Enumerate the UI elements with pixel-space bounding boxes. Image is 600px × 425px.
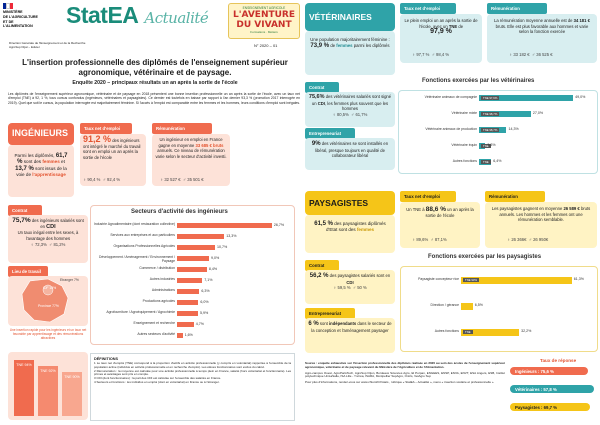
pay-taux-value: 88,6 %: [425, 206, 446, 213]
bar-label: Vétérinaire équin: [451, 143, 477, 147]
male-icon: ♂: [351, 111, 355, 117]
vet-femmes: femmes: [336, 42, 353, 48]
ingenieurs-taux-emploi: [80, 123, 146, 187]
remu-text-1: Un ingénieur en emploi en France: [159, 137, 223, 142]
male-icon: ♂: [49, 242, 53, 247]
pay-contrat-gender: [308, 285, 392, 290]
contrat-text: [11, 218, 85, 241]
pay-taux-text: [403, 207, 477, 218]
bar-label: Enseignement et recherche: [133, 321, 175, 325]
bar-label: Autres fonctions: [452, 159, 477, 163]
bar-value: 4,7%: [195, 322, 204, 326]
bar-label: Organisations Professionnelles Agricoles: [113, 244, 175, 248]
paysagistes-heading: PAYSAGISTES: [305, 191, 395, 215]
bar-tne-label: TNE 93%: [465, 277, 477, 282]
bar-value: 6,5%: [474, 303, 483, 307]
male-icon: ♂: [528, 237, 532, 242]
remu-text: [155, 137, 227, 159]
pay-remu-value: 26 589 €: [563, 206, 580, 211]
male-icon: ♂: [352, 285, 357, 290]
taux-women: 90,4 %: [87, 177, 101, 182]
bar-value: 7,1%: [204, 278, 213, 282]
lieu-province: Province 77%: [38, 304, 59, 308]
vet-remu-men: 36 525 €: [536, 52, 553, 57]
aventure-top: ENSEIGNEMENT AGRICOLE: [242, 6, 286, 10]
vet-remu-women: 33 182 €: [513, 52, 530, 57]
bar-value: 6,4%: [493, 159, 502, 163]
veterinaires-heading: VÉTÉRINAIRES: [305, 3, 395, 31]
bar-label: Administrations: [151, 288, 175, 292]
remu-gender-comparison: [160, 177, 204, 182]
male-icon: ♂: [531, 52, 536, 57]
female-icon: ♀: [509, 52, 513, 57]
fonctions-veterinaires-chart: [398, 78, 598, 176]
ing-apprentissage: l'apprentissage: [32, 172, 66, 178]
bar-value: 26,7%: [273, 223, 285, 227]
vet-contrat-text: [308, 94, 392, 112]
ing-stat-text-1: Parmi les diplômés,: [14, 153, 55, 158]
tne-bar-2: TNE 92%: [38, 366, 58, 416]
ing-femmes: femmes: [42, 159, 60, 165]
secteurs-ingenieurs-chart: [90, 205, 295, 345]
bar-label: Paysagiste concepteur·rice: [418, 277, 459, 281]
pay-contrat-women: 59,5 %: [337, 285, 351, 290]
ing-stat-text-2: sont: [23, 159, 33, 165]
bar-tne-label: TNE 98,7%: [483, 127, 498, 132]
pay-cdi: CDI: [346, 279, 354, 285]
bar-tne-label: TNE 98,7%: [483, 111, 498, 116]
bar-value: 6,3%: [201, 289, 210, 293]
definition-3: 3 CDI (dont fonctionnaires) : la part des CDI est calculée sur l'ensemble des salariés en France.: [94, 376, 222, 381]
definitions-title: DÉFINITIONS: [94, 357, 119, 361]
taux-reponse-ingenieurs: Ingénieurs : 75,6 %: [510, 367, 588, 375]
vet-taux-gender: [412, 52, 449, 57]
source-text-3: Pour plus d'informations, rendez-vous sur www.chlorofil.fr/stats , rubrique « StatEA – Actualité », menu « insertion scolaire et professionnelle »: [305, 380, 494, 385]
vet-contrat-value: 75,6%: [308, 94, 325, 100]
lieu-label: Lieu de travail: [8, 266, 48, 277]
remu-text-3: annuels. Ce niveau de rémunération varie selon le secteur d'activité investi.: [155, 148, 227, 159]
direction-text: [9, 42, 189, 50]
pay-femmes: femmes: [356, 227, 374, 232]
pay-taux-gender: [412, 237, 447, 242]
vet-contrat-men: 61,7%: [355, 111, 368, 117]
female-icon: ♀: [83, 177, 87, 182]
vet-entrep-text: [308, 141, 392, 159]
issue-number: N° 2020 – 01: [254, 43, 278, 48]
bar: [177, 333, 183, 338]
bar-tne-label: TNE 97,6%: [483, 95, 498, 100]
vet-remu-gender: [509, 52, 553, 57]
pay-fonctions-title: Fonctions exercées par les paysagistes: [428, 254, 542, 260]
female-icon: ♀: [412, 52, 416, 57]
remu-women: 32 527 €: [164, 177, 181, 182]
vet-remu-label: Rémunération: [487, 3, 547, 14]
bar-value: 6,0%: [200, 300, 209, 304]
bar-label: Vétérinaire animaux de production: [425, 127, 477, 131]
vet-contrat-gender: [308, 112, 392, 117]
bar-tne-label: TNE: [483, 159, 489, 164]
definition-1: 1 Le taux net d'emploi (TNE) correspond à la proportion d'actifs en activité professionnelle (y compris en volontariat) rapportée à l'ensemble de la population active (individus en activité professionnelle et en recherche d'emploi). Les élèves fonctionnaires sont exclus du calcul.: [94, 361, 291, 369]
aventure-main-2: DU VIVANT: [236, 20, 292, 30]
taux-reponse-paysagistes: Paysagistes : 69,7 %: [510, 403, 590, 411]
bar-value: 32,2%: [521, 329, 532, 333]
ing-pct-female: 61,7 %: [17, 153, 68, 166]
statea-logo: [66, 2, 208, 29]
bar-label: Services aux entreprises et aux particuliers: [110, 233, 175, 237]
remu-label: Rémunération: [152, 123, 212, 134]
bar-label: Développement / Aménagement / Environnement / Paysage: [99, 255, 175, 263]
lieu-etranger: Etranger 7%: [60, 278, 79, 282]
paysagistes-population: [305, 215, 395, 253]
ministry-line-2: DE L'AGRICULTURE: [3, 15, 38, 19]
pay-entrep-text-1: sont: [319, 321, 328, 326]
pay-stat-text: des paysagistes diplômés d'Etat sont des: [326, 221, 386, 232]
pay-remu-men: 26 950€: [533, 237, 549, 242]
vet-contrat-women: 80,5%: [336, 111, 349, 117]
bar-tne-label: TNE: [483, 143, 489, 148]
bar: [461, 303, 473, 310]
vet-cdi: CDI: [317, 100, 325, 106]
bar: [177, 300, 198, 305]
fonctions-paysagistes-chart: [400, 254, 598, 354]
aventure-bottom: Formations · Métiers: [250, 30, 278, 34]
bar-value: 14,3%: [508, 127, 519, 131]
male-icon: ♂: [102, 177, 106, 182]
taux-value: 91,2 %: [83, 134, 112, 144]
contrat-cdi: CDI: [46, 223, 56, 230]
pay-stat-pct: 61,5 %: [314, 221, 333, 227]
secteurs-bars: [91, 220, 296, 344]
vet-remu-text-2: bruts. Elle est plus favorable aux hommes et varie selon la fonction exercée: [495, 23, 589, 34]
ing-et: et: [61, 159, 65, 165]
secteurs-title: Secteurs d'activité des ingénieurs: [131, 209, 228, 215]
female-icon: ♀: [412, 237, 416, 242]
contrat-text-2: sont en: [40, 218, 84, 229]
veterinaires-entrepreneuriat: [305, 128, 395, 171]
pay-contrat-text-1: des paysagistes salariés sont en: [329, 273, 391, 278]
paysagistes-entrepreneuriat: [305, 308, 395, 353]
contrat-text-1: des ingénieurs salariés: [31, 218, 75, 223]
ingenieurs-population: [8, 145, 74, 197]
pay-contrat-label: Contrat: [305, 260, 339, 271]
bar: [177, 322, 194, 327]
taux-description: des ingénieurs ont intégré le marché du travail sont en emploi un an après la sortie de l'école: [83, 138, 141, 160]
definition-2: 2 Rémunération : la moyenne est calculée pour une activité professionnelle à temps plein en France, salarié (hors volontariat et fonctionnaire). Les primes et avantages sont pris en compte.: [94, 368, 291, 377]
bar-value: 10,7%: [217, 245, 228, 249]
taux-label: Taux net d'emploi: [80, 123, 132, 134]
bar: [177, 223, 272, 228]
ministry-line-1: MINISTÈRE: [3, 10, 23, 14]
tne-bar-3: TNE 90%: [62, 372, 82, 416]
male-icon: ♂: [430, 237, 434, 242]
female-icon: ♀: [160, 177, 164, 182]
male-icon: ♂: [182, 177, 187, 182]
paysagistes-contrat: [305, 260, 395, 304]
contrat-text-3: Un taux inégal entre les sexes, à l'avantage des hommes: [17, 230, 79, 241]
ing-pct-app: 13,7 %: [15, 165, 34, 172]
vet-taux-label: Taux net d'emploi: [400, 3, 456, 14]
male-icon: ♂: [431, 52, 435, 57]
bar-value: 27,0%: [532, 111, 544, 115]
taux-men: 92,4 %: [107, 177, 121, 182]
pay-taux-text-1: Un TNE à: [406, 207, 425, 212]
pay-entrep-label: Entrepreneuriat: [305, 308, 355, 319]
vet-contrat-text-2: , les femmes plus souvent que les hommes: [324, 100, 389, 111]
pay-remu-text-2: bruts annuels. Les hommes et les femmes ont une rémunération semblable.: [499, 206, 591, 222]
pay-taux-text-2: un an après la sortie de l'école: [425, 207, 474, 218]
vet-contrat-label: Contrat: [305, 82, 339, 93]
bar: [177, 278, 202, 283]
ing-stat-text-4: de la voie de: [16, 165, 67, 178]
bar-label: Industrie Agroalimentaire (dont restauration collective): [93, 222, 175, 226]
bar: [177, 234, 224, 239]
ministry-line-3: ET DE L'ALIMENTATION: [3, 20, 33, 28]
pay-remu-gender: [507, 237, 548, 242]
veterinaires-population: [305, 31, 395, 75]
bar-label: Vétérinaire mixte: [451, 111, 477, 115]
ministry-logo: [3, 3, 43, 29]
vet-pop-de: de: [330, 42, 336, 48]
page-subtitle: Enquête 2020 – principaux résultats un an après la sortie de l'école: [72, 80, 238, 86]
france-map-icon: [8, 276, 88, 326]
female-icon: ♀: [30, 242, 34, 247]
taux-text: [83, 134, 143, 160]
remu-men: 35 501 €: [187, 177, 204, 182]
bar-value: 9,0%: [211, 256, 220, 260]
bar-label: Productions agricoles: [142, 299, 175, 303]
bar: [177, 256, 209, 261]
pay-remu-women: 26 366€: [511, 237, 527, 242]
lieu-idf: IDF 16%: [43, 286, 57, 290]
bar-tne-label: TNE: [465, 329, 471, 334]
veterinaires-remuneration: [487, 3, 597, 63]
ingenieurs-remuneration: [152, 123, 230, 187]
bar-value: 13,3%: [226, 234, 237, 238]
vet-taux-text: [403, 18, 479, 35]
source-text-2: Agro-campus Ouest, AgroParisTech, AgroSup Dijon, Bordeaux Sciences Agro, El Purpan, ENGEES, ENSP, ENVA, ENVT, ESA Angers, ESB, Institut polytechnique UniLaSalle, ISA Lille - Yncréa, ISARA, Montpellier SupAgro, Oniris, VetAgro Sup: [305, 370, 505, 379]
vet-taux-text-1: Le plein emploi un an après la sortie de l'école, avec un: [404, 18, 478, 29]
vet-remu-text-1: La rémunération moyenne annuelle est de: [494, 18, 573, 23]
taux-reponse-veterinaires: Vétérinaires : 57,8 %: [510, 385, 594, 393]
bar: [177, 245, 215, 250]
definition-4: 4 Secteurs et fonctions : les individus en emploi (dont en volontariat) en France ou à l'étranger.: [94, 379, 220, 384]
pay-contrat-men: 50 %: [357, 285, 367, 290]
bar-value: 49,0%: [575, 95, 586, 99]
pay-taux-women: 89,6%: [416, 237, 429, 242]
bar-label: Agrofourniture / Agroéquipement / Agrochimie: [106, 310, 175, 314]
bar: [177, 267, 207, 272]
vet-entrep-label: Entrepreneuriat: [305, 128, 355, 139]
bar: [177, 289, 199, 294]
veterinaires-taux-emploi: [400, 3, 482, 63]
pay-entrep-value: 6 %: [308, 321, 319, 327]
vet-taux-value: 97,9 %: [430, 28, 452, 35]
vet-remu-value: 34 181 €: [573, 18, 590, 23]
female-icon: ♀: [332, 111, 336, 117]
bar-label: Autres secteurs d'activité: [137, 332, 175, 336]
contrat-gender-comparison: [11, 242, 85, 247]
definitions-box: [90, 353, 295, 421]
logo-main: StatEA: [66, 2, 139, 28]
ing-stat-des: des: [33, 159, 42, 165]
tne-bar-1: TNE 94%: [14, 360, 34, 416]
bar-value: 5,9%: [199, 311, 209, 315]
bar-label: Autres industries: [149, 277, 175, 281]
bar-value: 1,6%: [184, 333, 193, 337]
vet-taux-women: 97,7 %: [416, 52, 430, 57]
bar-label: Vétérinaire animaux de compagnie: [424, 95, 477, 99]
paysagistes-taux-emploi: [400, 191, 480, 248]
remu-value: 33 685 € bruts: [195, 142, 224, 148]
pay-remu-label: Rémunération: [485, 191, 545, 202]
taux-reponse-box: [510, 358, 598, 420]
ing-stat-text-3: sont issus: [35, 165, 56, 171]
vet-taux-text-2: de: [458, 23, 464, 29]
aventure-du-vivant-logo: [228, 3, 300, 39]
vet-fonctions-bars: [398, 90, 598, 174]
direction-line-2: AgroSup Dijon - Eduter: [9, 44, 40, 49]
bar-value: 3,3%: [487, 143, 496, 147]
pay-entrep-text: [308, 321, 392, 333]
bar-value: 8,4%: [208, 267, 218, 271]
logo-sub: Actualité: [144, 9, 209, 27]
paysagistes-remuneration: [485, 191, 597, 248]
vet-pop-text-2: parmi les diplômés: [353, 42, 390, 48]
bar-label: Commerce / distribution: [139, 266, 175, 270]
aventure-main-1: L'AVENTURE: [232, 10, 295, 20]
vet-tne: TNE: [448, 23, 458, 29]
contrat-men: 81,2%: [53, 242, 66, 247]
intro-paragraph: Les diplômés de l'enseignement supérieur agronomique, vétérinaire et de paysage en 2018 présentent une bonne insertion professionnelle un an après la sortie de l'école, avec un taux net d'emploi (TNE) à 92, 1 %, tous cursus confondus (ingénieurs, vétérinaires et paysagistes). Ce dernier est toutefois en baisse par rapport à l'an dernier 93,3 % (promotion 2017 interrogée en 2019). Quel que soit le cursus, la population interrogée est majoritairement féminine. Si l'accès à l'emploi est comparable entre les femmes et les hommes, leurs conditions d'emploi sont inégales.: [8, 92, 300, 105]
female-icon: ♀: [507, 237, 511, 242]
contrat-value: 75,7%: [12, 217, 31, 224]
contrat-women: 72,3%: [34, 242, 47, 247]
pay-contrat-value: 56,2 %: [309, 273, 329, 279]
vet-pop-pct: 73,9 %: [310, 42, 330, 49]
vet-entrep-value: 9%: [311, 141, 321, 147]
tne-bars-panel: [8, 352, 88, 420]
source-text-1: Source : enquête exhaustive sur l'insertion professionnelle des diplômés réalisée en 2020 au sein des écoles de l'enseignement supérieur agronomique, vétérinaire et de paysage relevant du Ministère de l'Agriculture et de l'Alimentation.: [305, 361, 505, 369]
vet-pop-text-1: Une population majoritairement féminine :: [310, 37, 390, 42]
direction-line-1: Direction Générale de l'Enseignement et de la Recherche: [9, 41, 86, 45]
bar-value: 61,3%: [573, 277, 584, 281]
vet-contrat-text-1: des vétérinaires salariés sont signé un: [311, 94, 392, 106]
source-box: [305, 362, 505, 385]
pay-taux-label: Taux net d'emploi: [400, 191, 456, 202]
pay-entrep-text-2: dans le secteur de la conception et l'aménagement paysager: [311, 321, 392, 333]
vet-remu-text: [491, 18, 593, 35]
taux-reponse-title: Taux de réponse: [540, 358, 577, 363]
pay-remu-text-1: Les paysagistes gagnent en moyenne: [491, 206, 563, 211]
taux-gender-comparison: [83, 177, 120, 182]
pay-fonctions-bars: [400, 266, 598, 352]
pay-contrat-text: [308, 273, 392, 285]
contrat-label: Contrat: [8, 205, 42, 216]
flag-icon: [3, 3, 13, 9]
vet-fonctions-title: Fonctions exercées par les vétérinaires: [422, 78, 535, 84]
veterinaires-contrat: [305, 82, 395, 127]
pay-taux-men: 87,1%: [434, 237, 447, 242]
bar-label: Autres fonctions: [434, 329, 459, 333]
bar: [177, 311, 198, 316]
bar-label: Direction / gérance: [430, 303, 459, 307]
vet-taux-men: 98,4 %: [436, 52, 450, 57]
pay-independants: indépendants: [328, 321, 357, 326]
female-icon: ♀: [333, 285, 337, 290]
lieu-de-travail: [8, 266, 88, 341]
pay-remu-text: [489, 206, 593, 223]
remu-text-2: gagne en moyenne: [158, 142, 195, 148]
ingenieurs-heading: INGÉNIEURS: [8, 123, 74, 145]
insertion-note: Une insertion rapide pour les ingénieurs et un taux net favorable par apprentissage et des rémunérations attractives: [9, 328, 87, 340]
page-title: L'insertion professionnelle des diplômés de l'enseignement supérieur agronomique, vétérinaire et de paysage.: [22, 58, 288, 77]
vet-entrep-description: des vétérinaires se sont installés en libéral, presque toujours en qualité de collaborateur libéral: [315, 141, 389, 158]
